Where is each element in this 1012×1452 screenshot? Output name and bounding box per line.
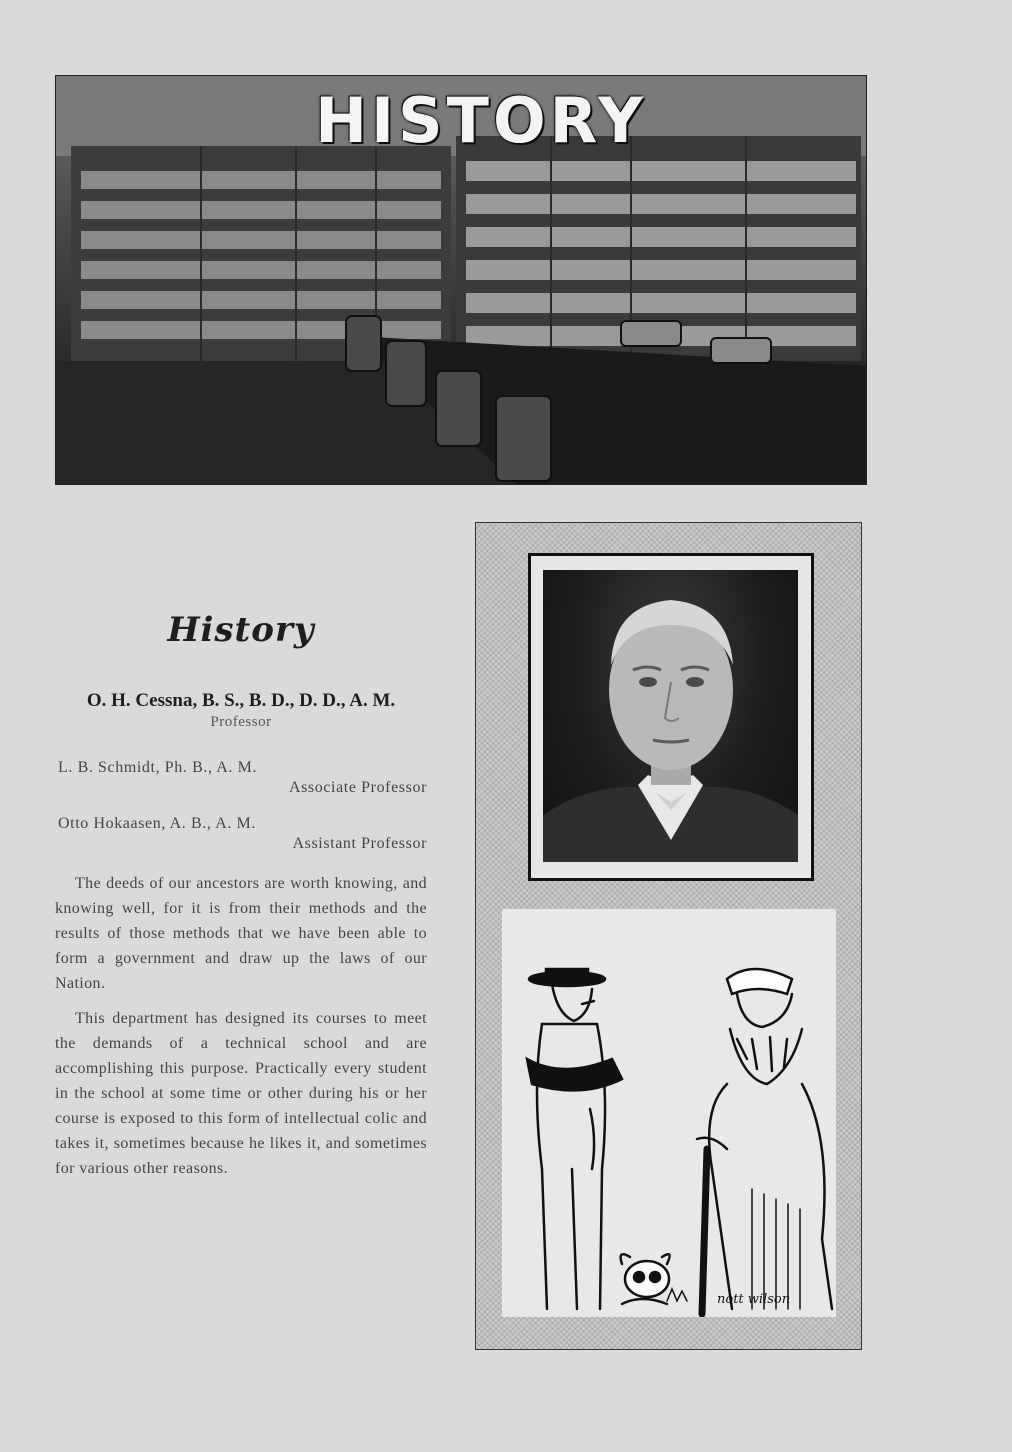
staff-role: Assistant Professor bbox=[292, 835, 427, 852]
cartoon-signature: nott wilson bbox=[717, 1292, 791, 1307]
body-paragraph: The deeds of our ancestors are worth knowing, and knowing well, for it is from their methods and the results of those methods that we have been able to form a government and draw up the laws of our Nation. bbox=[55, 875, 427, 992]
portrait-illustration bbox=[543, 570, 798, 862]
department-text-column bbox=[55, 610, 427, 1191]
professor-portrait bbox=[543, 570, 798, 862]
staff-name: L. B. Schmidt, Ph. B., A. M. bbox=[58, 759, 258, 776]
head-professor-role: Professor bbox=[210, 714, 272, 730]
staff-name: Otto Hokaasen, A. B., A. M. bbox=[58, 815, 256, 832]
library-photo bbox=[55, 75, 867, 485]
body-paragraph: This department has designed its courses to meet the demands of a technical school and are accomplishing this purpose. Practically every student in the school at some time or other during his or her course is exposed to this form of intellectual colic and takes it, sometimes because he likes it, and sometimes for various other reasons. bbox=[55, 1010, 427, 1177]
portrait-frame bbox=[528, 553, 814, 881]
head-professor-name: O. H. Cessna, B. S., B. D., D. D., A. M. bbox=[86, 690, 396, 711]
cartoon-illustration bbox=[502, 909, 836, 1317]
staff-role: Associate Professor bbox=[288, 779, 427, 796]
cartoon-drawing bbox=[502, 909, 836, 1317]
department-title: History bbox=[167, 610, 315, 650]
framed-panel bbox=[475, 522, 862, 1350]
bookshelf-left bbox=[71, 146, 451, 361]
header-title: HISTORY bbox=[315, 84, 647, 157]
